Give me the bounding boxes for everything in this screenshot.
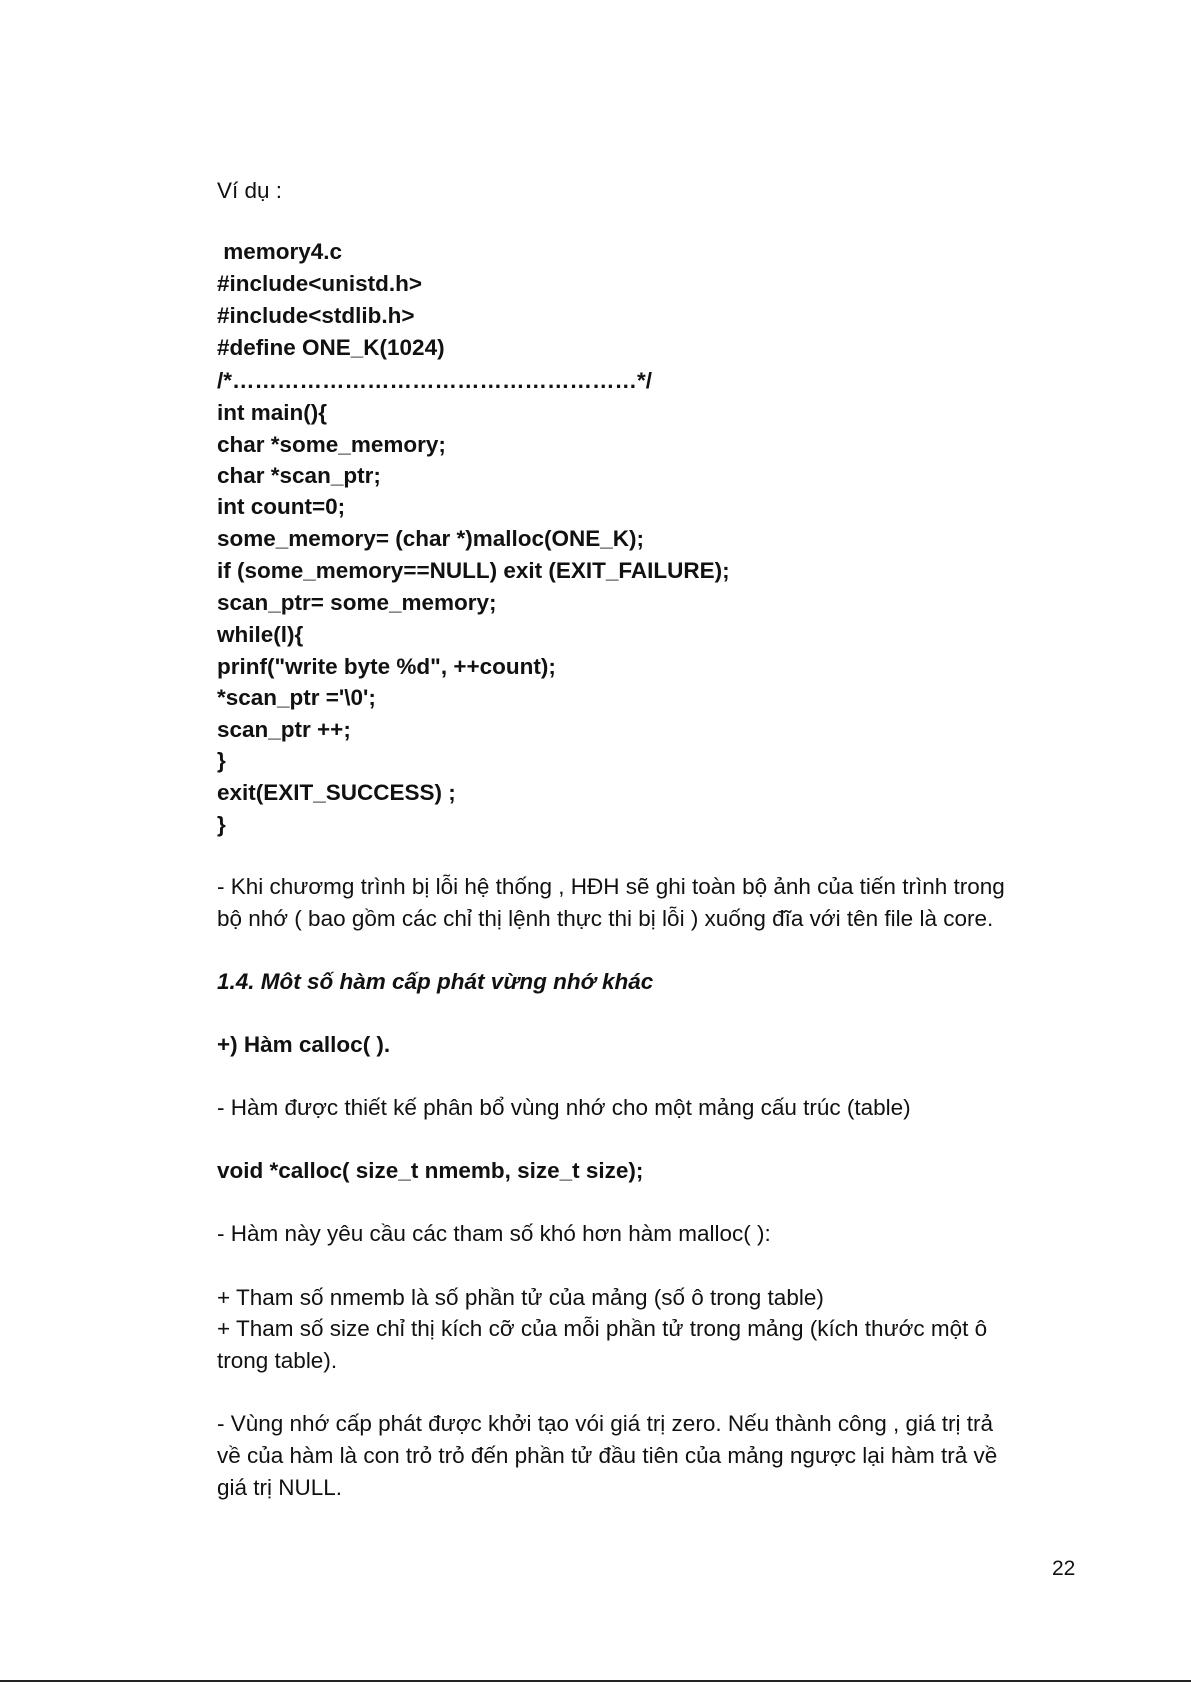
code-line: prinf("write byte %d", ++count); [217, 654, 556, 679]
code-filename: memory4.c [217, 239, 343, 264]
code-line: if (some_memory==NULL) exit (EXIT_FAILURE); [217, 558, 730, 583]
bottom-divider [0, 1680, 1191, 1682]
code-line: while(l){ [217, 622, 304, 647]
code-line: *scan_ptr ='\0'; [217, 685, 376, 710]
code-line: char *some_memory; [217, 432, 446, 457]
code-line: } [217, 812, 226, 837]
core-note-line-2: bộ nhớ ( bao gồm các chỉ thị lệnh thực thi bị lỗi ) xuống đĩa với tên file là core. [217, 906, 994, 931]
calloc-heading: +) Hàm calloc( ). [217, 1032, 391, 1057]
code-line: exit(EXIT_SUCCESS) ; [217, 780, 456, 805]
section-heading: 1.4. Môt số hàm cấp phát vừng nhớ khác [217, 969, 654, 994]
code-line: char *scan_ptr; [217, 463, 381, 488]
code-line: scan_ptr ++; [217, 717, 351, 742]
param-nmemb: + Tham số nmemb là số phần tử của mảng (số ô trong table) [217, 1285, 824, 1310]
params-intro: - Hàm này yêu cầu các tham số khó hơn hàm malloc( ): [217, 1221, 771, 1246]
page-number: 22 [1052, 1557, 1076, 1580]
calloc-description: - Hàm được thiết kế phân bổ vùng nhớ cho một mảng cấu trúc (table) [217, 1095, 911, 1120]
calloc-signature: void *calloc( size_t nmemb, size_t size); [217, 1158, 644, 1183]
code-line: #define ONE_K(1024) [217, 335, 445, 360]
code-line: scan_ptr= some_memory; [217, 590, 497, 615]
core-note-line-1: - Khi chươmg trình bị lỗi hệ thống , HĐH sẽ ghi toàn bộ ảnh của tiến trình trong [217, 874, 1005, 899]
param-size-line-1: + Tham số size chỉ thị kích cỡ của mỗi phần tử trong mảng (kích thước một ô [217, 1316, 988, 1341]
code-line: #include<stdlib.h> [217, 303, 415, 328]
init-note-line-2: về của hàm là con trỏ trỏ đến phần tử đầu tiên của mảng ngược lại hàm trả về [217, 1443, 998, 1468]
param-size-line-2: trong table). [217, 1348, 338, 1373]
code-line: int count=0; [217, 494, 346, 519]
code-line: /*………………………………………………*/ [217, 368, 653, 393]
code-line: #include<unistd.h> [217, 271, 423, 296]
code-line: some_memory= (char *)malloc(ONE_K); [217, 526, 645, 551]
example-label: Ví dụ : [217, 178, 283, 203]
init-note-line-1: - Vùng nhớ cấp phát được khởi tạo vói giá trị zero. Nếu thành công , giá trị trả [217, 1411, 993, 1436]
code-line: int main(){ [217, 400, 327, 425]
code-line: } [217, 748, 226, 773]
init-note-line-3: giá trị NULL. [217, 1475, 343, 1500]
